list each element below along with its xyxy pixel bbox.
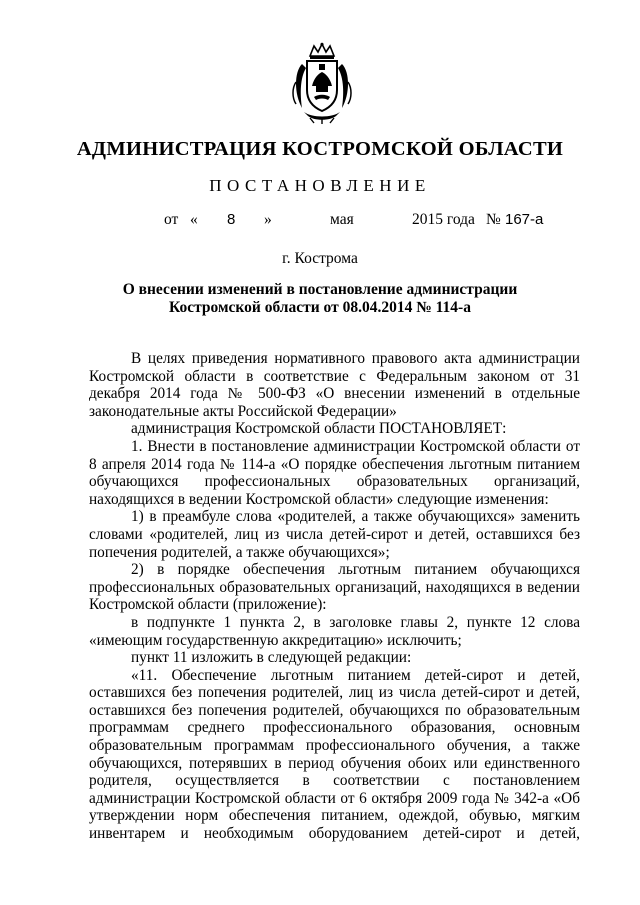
body-paragraph: 2) в порядке обеспечения льготным питанием обучающихся профессиональных образовательных организаций, находящихся в ведении Костромской области (приложение): (89, 561, 580, 614)
date-month: мая (330, 211, 354, 228)
quote-close: » (264, 211, 272, 228)
subject-heading (100, 281, 540, 317)
number-prefix: № (486, 211, 501, 228)
date-day: 8 (227, 211, 236, 228)
body-paragraph: 1. Внести в постановление администрации Костромской области от 8 апреля 2014 года № 114-а «О порядке обеспечения льготным питанием обучающихся профессиональных образовательных организаций, находящихся в ведении Костромской области» следующие изменения: (89, 437, 580, 508)
body-paragraph: пункт 11 изложить в следующей редакции: (131, 649, 412, 667)
document-body (89, 350, 580, 843)
city: г. Кострома (282, 250, 358, 267)
body-paragraph: «11. Обеспечение льготным питанием детей-сирот и детей, оставшихся без попечения родителей, лиц из числа детей-сирот и детей, оставшихся без попечения родителей, обучающихся по образовательным программам среднего профессионального образования, основным образовательным программам профессионального обучения, а также обучающихся, потерявших в период обучения обоих или единственного родителя, осуществляется в соответствии с постановлением администрации Костромской области от 6 октября 2009 года № 342-а «Об утверждении норм обеспечения питанием, одеждой, обувью, мягким инвентарем и необходимым оборудованием детей-сирот и детей, (89, 666, 580, 843)
date-year: 2015 года (412, 211, 475, 228)
subject-line-2: Костромской области от 08.04.2014 № 114-а (169, 299, 471, 316)
body-paragraph: В целях приведения нормативного правового акта администрации Костромской области в соответствие с Федеральным законом от 31 декабря 2014 года № 500-ФЗ «О внесении изменений в отдельные законодательные акты Российской Федерации» (89, 350, 580, 420)
quote-open: « (190, 211, 198, 228)
body-paragraph: администрация Костромской области ПОСТАНОВЛЯЕТ: (131, 420, 507, 438)
date-line (0, 211, 640, 233)
document-type: ПОСТАНОВЛЕНИЕ (209, 176, 431, 195)
coat-of-arms-emblem (290, 42, 354, 124)
body-paragraph: в подпункте 1 пункта 2, в заголовке главы 2, пункте 12 слова «имеющим государственную аккредитацию» исключить; (89, 613, 580, 649)
organization-title: АДМИНИСТРАЦИЯ КОСТРОМСКОЙ ОБЛАСТИ (76, 138, 564, 160)
subject-line-1: О внесении изменений в постановление администрации (122, 281, 518, 298)
body-paragraph: 1) в преамбуле слова «родителей, а также обучающихся» заменить словами «родителей, лиц из числа детей-сирот и детей, оставшихся без попечения родителей, а также обучающихся»; (89, 508, 580, 561)
document-number: 167-а (505, 211, 544, 228)
date-prefix: от (164, 211, 179, 228)
